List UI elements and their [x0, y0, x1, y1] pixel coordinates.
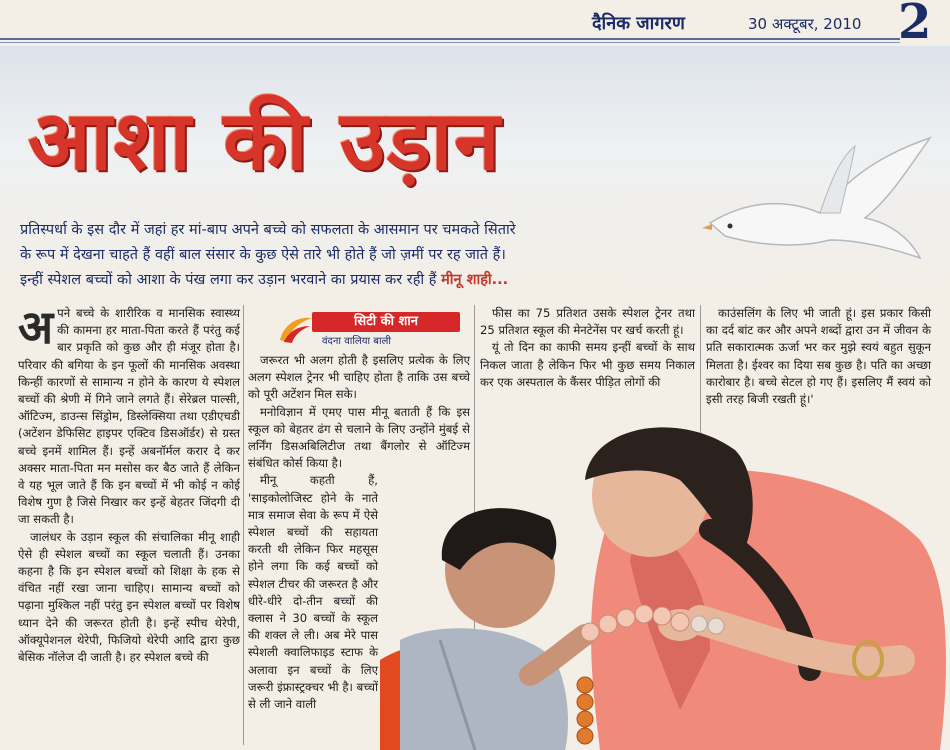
column-divider [243, 305, 244, 745]
article-paragraph: पने बच्चे के शारीरिक व मानसिक स्वास्थ्य की कामना हर माता-पिता करते हैं परंतु कई बार प्रकृति को कुछ और ही मंजूर होता है। परिवार की बगिया के इन फूलों की मानसिक अवस्था किन्हीं कारणों से सामान्य न होने के कारण ये स्पेशल बच्चों की श्रेणी में गिने जाने लगते हैं। सेरेब्रल पाल्सी, ऑटिज्म, डाउन्स सिंड्रोम, डिस्लेक्सिया तथा एडीएचडी (अटेंशन डेफिसिट हाइपर एक्टिव डिसऑर्डर) से ग्रस्त बच्चे इनमें शामिल हैं। इन्हें अबनॉर्मल करार दे कर अक्सर माता-पिता मन मसोस कर बैठ जाते हैं लेकिन वे यह भूल जाते हैं कि इन बच्चों में भी कोई न कोई विशेष गुण है जिसे निखार कर इन्हें बेहतर जिंदगी दी जा सकती है। [18, 306, 240, 527]
article-paragraph: यूं तो दिन का काफी समय इन्हीं बच्चों के साथ निकल जाता है लेकिन फिर भी कुछ समय निकाल कर एक अस्पताल के कैंसर पीड़ित लोगों की [480, 340, 695, 389]
headline: आशा की उड़ान [28, 93, 502, 189]
article-paragraph: काउंसलिंग के लिए भी जाती हूं। इस प्रकार किसी का दर्द बांट कर और अपने शब्दों द्वारा उन में जीवन के प्रति सकारात्मक ऊर्जा भर कर मुझे स्वयं बहुत सुकून मिलता है। ईश्वर का दिया सब कुछ है। पति का अच्छा कारोबार है। बच्चे सेटल हो गए हैं। इसलिए मैं स्वयं को इसी तरह बिजी रखती हूं।' [706, 306, 931, 407]
article-paragraph: जालंधर के उड़ान स्कूल की संचालिका मीनू शाही ऐसे ही स्पेशल बच्चों का स्कूल चलाती हैं। उनका कहना है कि इन स्पेशल बच्चों को शिक्षा के हक से वंचित नहीं रखा जाना चाहिए। सामान्य बच्चों को पढ़ाना मुश्किल नहीं परंतु इन स्पेशल बच्चों पर विशेष ध्यान देने की जरूरत होती है। इन्हें स्पीच थेरेपी, ऑक्यूपेशनल थेरेपी, फिजियो थेरेपी आदि द्वारा कुछ बेसिक नॉलेज दी जाती है। हर स्पेशल बच्चे की [18, 529, 240, 665]
article-column-1 [18, 300, 240, 666]
article-paragraph: मीनू कहती हैं, 'साइकोलोजिस्ट होने के नाते मात्र समाज सेवा के रूप में ऐसे स्पेशल बच्चों की सहायता करती थी लेकिन फिर महसूस होने लगा कि कई बच्चों को स्पेशल टीचर की जरूरत है और धीरे-धीरे दो-तीन बच्चों की क्लास ने 30 बच्चों के स्कूल की शक्ल ले ली। अब मेरे पास स्पेशली क्वालिफाइड स्टाफ के अलावा इन बच्चों के लिए जरूरी इंफ्रास्ट्रक्चर भी है। बच्चों से ली जाने वाली [248, 473, 378, 712]
article-paragraph: जरूरत भी अलग होती है इसलिए प्रत्येक के लिए अलग स्पेशल ट्रेनर भी चाहिए होता है ताकि उस बच्चे को पूरी अटेंशन मिल सके। [248, 353, 470, 402]
intro-line-3: इन्हीं स्पेशल बच्चों को आशा के पंख लगा कर उड़ान भरवाने का प्रयास कर रही हैं [20, 272, 437, 288]
article-photo [380, 410, 950, 750]
paper-name: दैनिक जागरण [592, 13, 685, 34]
article-column-4 [706, 305, 931, 408]
badge-swoosh-icon [278, 314, 314, 344]
article-paragraph: मनोविज्ञान में एमए पास मीनू बताती हैं कि इस स्कूल को बेहतर ढंग से चलाने के लिए उन्होंने मुंबई से लर्निंग डिसअबिलिटीज तथा बैंगलोर से ऑटिज्म संबंधित कोर्स किया है। [248, 404, 470, 471]
intro-line-1: प्रतिस्पर्धा के इस दौर में जहां हर मां-बाप अपने बच्चे को सफलता के आसमान पर चमकते सितारे [20, 222, 516, 238]
masthead-rule-thin [0, 42, 900, 43]
badge-author: वंदना वालिया बाली [322, 336, 391, 347]
byline: मीनू शाही... [441, 272, 509, 288]
city-pride-badge [278, 312, 468, 348]
page-number: 2 [898, 0, 932, 50]
intro-text [20, 218, 925, 293]
masthead [0, 0, 950, 50]
badge-title: सिटी की शान [312, 312, 460, 332]
article-paragraph: फीस का 75 प्रतिशत उसके स्पेशल ट्रेनर तथा 25 प्रतिशत स्कूल की मेनटेनेंस पर खर्च करती हूं। [480, 306, 695, 338]
issue-date: 30 अक्टूबर, 2010 [748, 15, 862, 33]
intro-line-2: के रूप में देखना चाहते हैं वहीं बाल संसार के कुछ ऐसे तारे भी होते हैं जो ज़मीं पर रह जाते हैं। [20, 247, 506, 263]
masthead-rule [0, 38, 900, 40]
article-column-3 [480, 305, 695, 391]
drop-cap: अ [18, 300, 54, 354]
